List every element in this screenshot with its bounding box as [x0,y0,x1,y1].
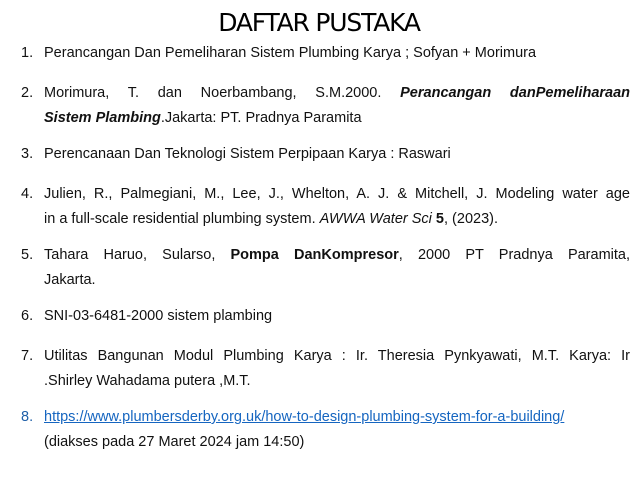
page-title: DAFTAR PUSTAKA [218,8,420,37]
reference-number: 7. [21,348,34,364]
reference-year: , (2023). [444,211,498,227]
reference-volume: 5 [435,211,444,227]
reference-item-1 [0,41,638,66]
reference-journal: AWWA Water Sci [319,211,432,227]
reference-title-continued: Sistem Plambing [44,110,161,126]
reference-title: Perancangan danPemeliharaan [400,85,631,101]
reference-line [44,106,630,131]
reference-access-note: (diakses pada 27 Maret 2024 jam 14:50) [44,434,305,450]
reference-text: SNI-03-6481-2000 sistem plambing [44,308,273,324]
reference-number: 2. [21,85,34,101]
reference-publisher: .Jakarta: PT. Pradnya Paramita [160,110,362,126]
reference-number: 1. [21,45,34,61]
reference-authors: Tahara Haruo, Sularso, [44,247,231,263]
reference-link[interactable]: https://www.plumbersderby.org.uk/how-to-design-plumbing-system-for-a-building/ [44,409,565,425]
reference-item-7 [0,344,638,394]
reference-text: Perencanaan Dan Teknologi Sistem Perpipaan Karya : Raswari [44,146,451,162]
reference-text: Perancangan Dan Pemeliharan Sistem Plumbing Karya ; Sofyan + Morimura [44,45,537,61]
reference-item-6 [0,304,638,329]
reference-item-2 [0,81,638,131]
reference-line [44,207,630,232]
reference-number: 8. [21,409,34,425]
reference-number: 4. [21,186,34,202]
reference-number: 6. [21,308,34,324]
reference-line [44,81,630,106]
reference-line: .Shirley Wahadama putera ,M.T. [44,373,251,389]
reference-item-4 [0,182,638,232]
reference-line: Julien, R., Palmegiani, M., Lee, J., Whelton, A. J. & Mitchell, J. Modeling water age [44,186,630,202]
reference-line: Jakarta. [44,272,96,288]
reference-item-3 [0,142,638,167]
reference-number: 5. [21,247,34,263]
reference-item-5 [0,243,638,293]
reference-publisher: , 2000 PT Pradnya Paramita, [398,247,630,263]
reference-title: Pompa DanKompresor [230,247,399,263]
reference-item-8 [0,405,638,455]
reference-authors: Morimura, T. dan Noerbambang, S.M.2000. [44,85,401,101]
reference-list [0,41,638,466]
reference-title: in a full-scale residential plumbing system. [44,211,320,227]
reference-number: 3. [21,146,34,162]
reference-line [44,243,630,268]
reference-line: Utilitas Bangunan Modul Plumbing Karya : Ir. Theresia Pynkyawati, M.T. Karya: Ir [44,348,630,364]
